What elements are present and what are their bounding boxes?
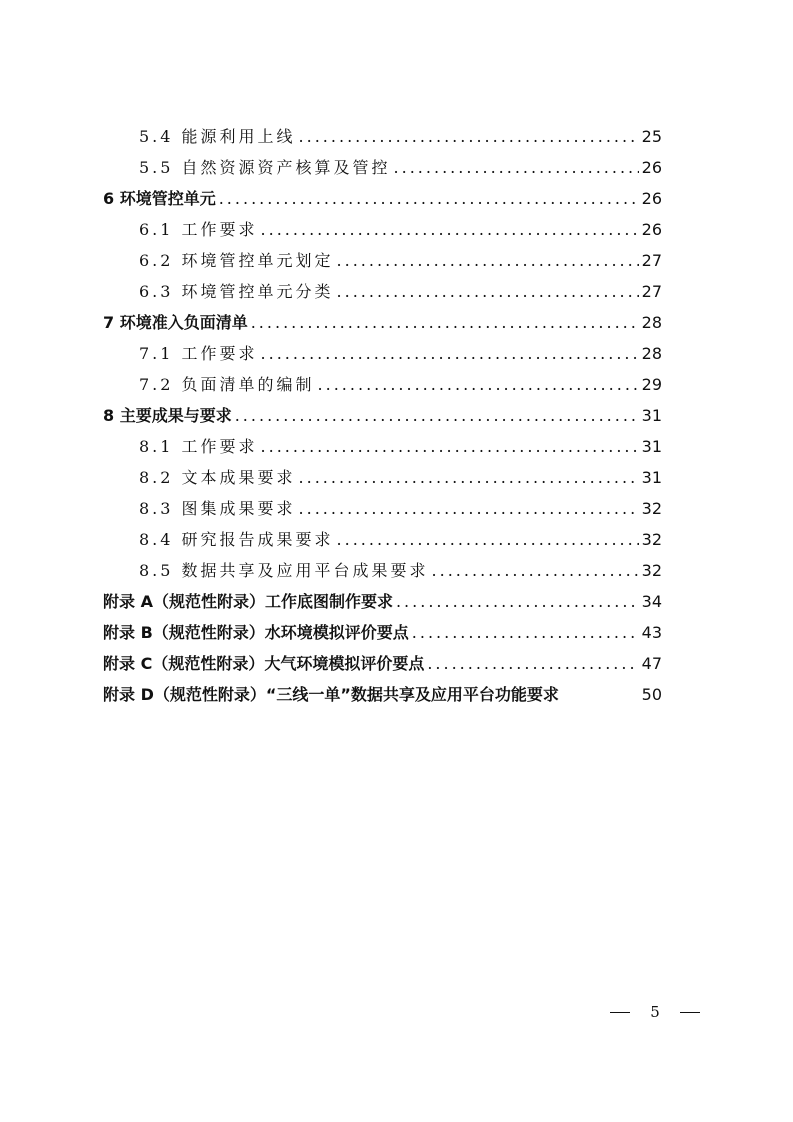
toc-entry[interactable]	[103, 183, 662, 214]
toc-entry-label: 8 主要成果与要求	[103, 406, 232, 425]
toc-entry-page-number: 31	[641, 468, 662, 487]
toc-leader-dots	[261, 431, 639, 462]
toc-leader-dots	[427, 648, 638, 679]
toc-entry-label: 附录 C（规范性附录）大气环境模拟评价要点	[103, 654, 425, 673]
toc-entry[interactable]	[103, 276, 662, 307]
toc-leader-dots	[261, 214, 639, 245]
toc-leader-dots	[219, 183, 639, 214]
toc-entry[interactable]	[103, 555, 662, 586]
toc-entry[interactable]	[103, 121, 662, 152]
toc-entry-label: 8.1 工作要求	[139, 437, 258, 456]
toc-leader-dots	[261, 338, 639, 369]
toc-entry-page-number: 31	[641, 406, 662, 425]
page-number: 5	[650, 1003, 660, 1021]
toc-leader-dots	[299, 121, 639, 152]
toc-entry-page-number: 32	[641, 561, 662, 580]
toc-entry-page-number: 31	[641, 437, 662, 456]
toc-entry-label: 6.2 环境管控单元划定	[139, 251, 334, 270]
toc-entry-page-number: 34	[641, 592, 662, 611]
toc-leader-dots	[299, 493, 639, 524]
toc-leader-dots	[432, 555, 639, 586]
toc-leader-dots	[337, 276, 639, 307]
toc-entry-page-number: 32	[641, 530, 662, 549]
toc-entry-page-number: 29	[641, 375, 662, 394]
toc-entry-page-number: 47	[641, 654, 662, 673]
toc-entry-label: 附录 B（规范性附录）水环境模拟评价要点	[103, 623, 409, 642]
toc-entry-page-number: 26	[641, 220, 662, 239]
footer-right-dash	[680, 1012, 700, 1013]
toc-entry[interactable]	[103, 152, 662, 183]
toc-entry[interactable]	[103, 462, 662, 493]
toc-leader-dots	[394, 152, 639, 183]
toc-leader-dots	[235, 400, 639, 431]
toc-entry-label: 6.1 工作要求	[139, 220, 258, 239]
toc-entry-page-number: 27	[641, 282, 662, 301]
toc-entry-label: 附录 A（规范性附录）工作底图制作要求	[103, 592, 393, 611]
toc-entry[interactable]	[103, 245, 662, 276]
toc-entry-label: 5.5 自然资源资产核算及管控	[139, 158, 391, 177]
toc-entry[interactable]	[103, 524, 662, 555]
toc-leader-dots	[337, 524, 639, 555]
toc-entry[interactable]	[103, 214, 662, 245]
toc-entry-page-number: 27	[641, 251, 662, 270]
toc-leader-dots	[412, 617, 639, 648]
toc-entry-label: 8.5 数据共享及应用平台成果要求	[139, 561, 429, 580]
toc-entry-label: 5.4 能源利用上线	[139, 127, 296, 146]
toc-entry[interactable]	[103, 648, 662, 679]
toc-entry-page-number: 26	[641, 158, 662, 177]
toc-entry[interactable]	[103, 338, 662, 369]
toc-entry[interactable]	[103, 369, 662, 400]
page-footer	[610, 1000, 700, 1024]
toc-entry-label: 8.3 图集成果要求	[139, 499, 296, 518]
toc-entry-label: 附录 D（规范性附录）“三线一单”数据共享及应用平台功能要求	[103, 685, 559, 704]
toc-entry-page-number: 50	[641, 685, 662, 704]
toc-entry[interactable]	[103, 431, 662, 462]
toc-entry-label: 7.2 负面清单的编制	[139, 375, 315, 394]
footer-left-dash	[610, 1012, 630, 1013]
toc-leader-dots	[396, 586, 639, 617]
toc-entry[interactable]	[103, 400, 662, 431]
toc-entry[interactable]	[103, 586, 662, 617]
toc-entry-page-number: 28	[641, 344, 662, 363]
toc-entry-page-number: 43	[641, 623, 662, 642]
toc-entry-label: 8.2 文本成果要求	[139, 468, 296, 487]
toc-leader-dots	[337, 245, 639, 276]
toc-entry[interactable]	[103, 679, 662, 710]
toc-entry-page-number: 28	[641, 313, 662, 332]
toc-entry[interactable]	[103, 617, 662, 648]
toc-entry[interactable]	[103, 307, 662, 338]
toc-entry-label: 7 环境准入负面清单	[103, 313, 248, 332]
toc-entry-page-number: 32	[641, 499, 662, 518]
toc-entry-label: 8.4 研究报告成果要求	[139, 530, 334, 549]
table-of-contents	[103, 121, 662, 710]
toc-entry-label: 6.3 环境管控单元分类	[139, 282, 334, 301]
toc-leader-dots	[251, 307, 639, 338]
toc-leader-dots	[299, 462, 639, 493]
toc-entry[interactable]	[103, 493, 662, 524]
toc-leader-dots	[318, 369, 639, 400]
toc-entry-page-number: 25	[641, 127, 662, 146]
toc-entry-page-number: 26	[641, 189, 662, 208]
toc-entry-label: 6 环境管控单元	[103, 189, 216, 208]
toc-entry-label: 7.1 工作要求	[139, 344, 258, 363]
